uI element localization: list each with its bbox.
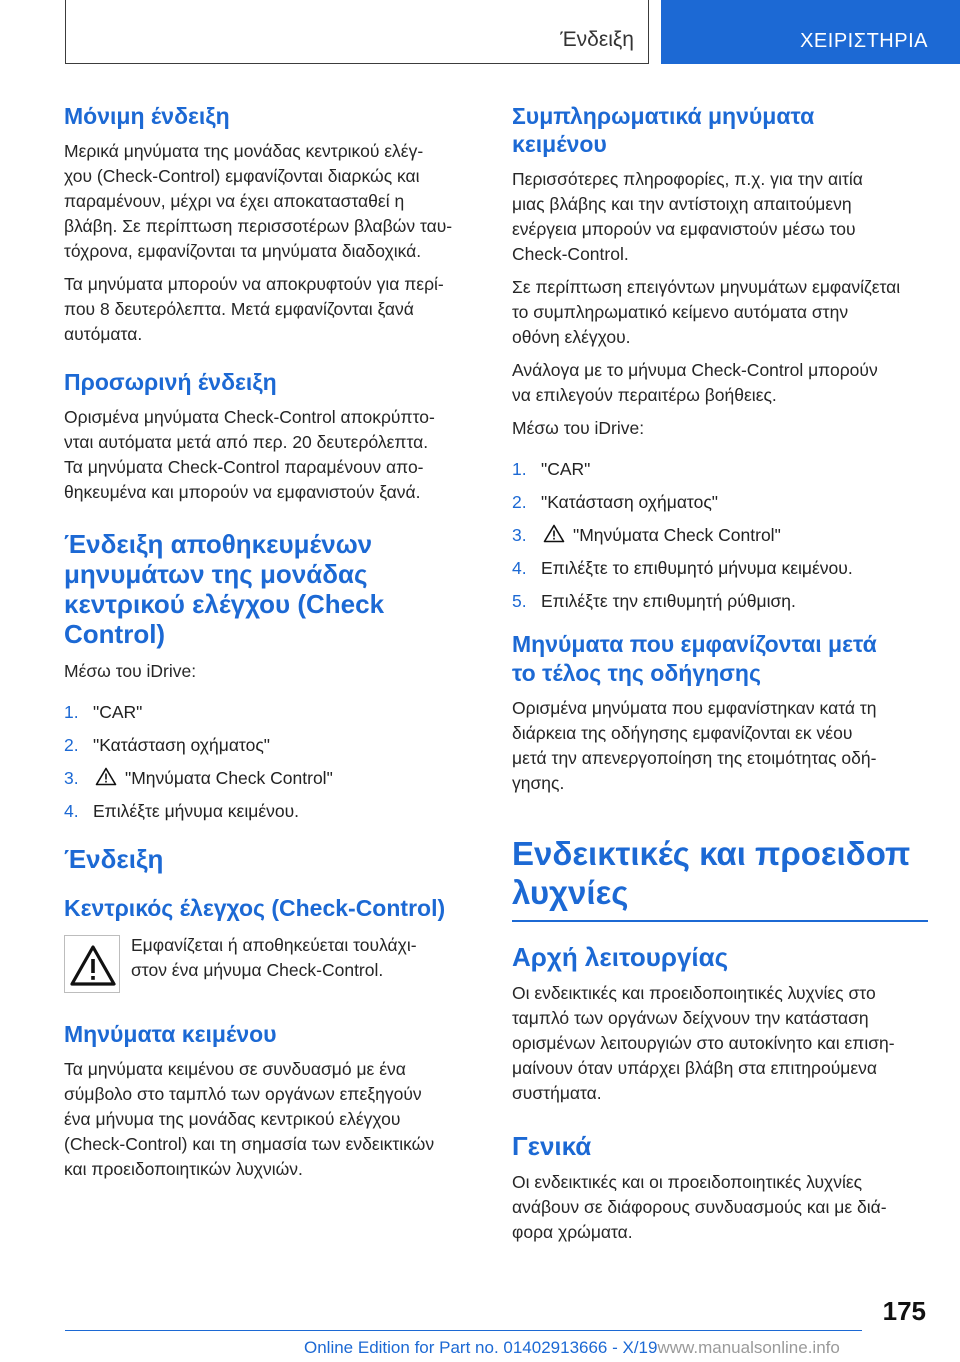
paragraph-supplementary-3: Ανάλογα με το μήνυμα Check-Control μπορούν να επιλεγούν περαιτέρω βοήθειες. [512, 360, 878, 405]
list-item [512, 556, 928, 581]
steps-list-right [512, 457, 928, 614]
paragraph-permanent-2: Τα μηνύματα μπορούν να αποκρυφτούν για περί- που 8 δευτερόλεπτα. Μετά εμφανίζονται ξανά αυτόματα. [64, 274, 444, 344]
paragraph-supplementary-2: Σε περίπτωση επειγόντων μηνυμάτων εμφανίζεται το συμπληρωματικό κείμενο αυτόματα στην οθόνη ελέγχου. [512, 277, 901, 347]
heading-central-check-control: Κεντρικός έλεγχος (Check-Control) [64, 895, 446, 921]
page-number: 175 [882, 1296, 926, 1326]
heading-text-messages: Μηνύματα κειμένου [64, 1021, 277, 1047]
footer-edition: Online Edition for Part no. 01402913666 - X/19 [304, 1338, 658, 1357]
header-section-title: Ένδειξη [560, 28, 634, 51]
paragraph-via-idrive-right: Μέσω του iDrive: [512, 418, 645, 438]
list-item [512, 589, 928, 614]
header-chapter-title: ΧΕΙΡΙΣΤΗΡΙΑ [800, 30, 928, 52]
step-text: "CAR" [93, 702, 143, 722]
step-text: Επιλέξτε την επιθυμητή ρύθμιση. [541, 591, 796, 611]
warning-box-frame [64, 935, 120, 993]
header-section-box [65, 0, 649, 64]
left-column [64, 100, 474, 1182]
heading-after-drive-messages: Μηνύματα που εμφανίζονται μετά το τέλος της οδήγησης [512, 631, 877, 686]
heading-stored-messages: Ένδειξη αποθηκευμένων μηνυμάτων της μονάδας κεντρικού ελέγχου (Check Control) [64, 529, 385, 649]
step-text: Επιλέξτε μήνυμα κειμένου. [93, 801, 300, 821]
heading-temporary-display: Προσωρινή ένδειξη [64, 369, 277, 395]
paragraph-general: Οι ενδεικτικές και οι προειδοποιητικές λυχνίες ανάβουν σε διάφορους συνδυασμούς και με διά- φορα χρώματα. [512, 1172, 887, 1242]
steps-list-left [64, 700, 474, 824]
list-item [64, 733, 474, 758]
step-number: 2. [512, 492, 527, 512]
step-text: "CAR" [541, 459, 591, 479]
heading-indicator-warning-lamps: Ενδεικτικές και προειδοπ λυχνίες [512, 835, 911, 911]
step-number: 5. [512, 591, 527, 611]
list-item [512, 523, 928, 548]
step-text: "Μηνύματα Check Control" [125, 768, 333, 788]
list-item [512, 457, 928, 482]
paragraph-supplementary-1: Περισσότερες πληροφορίες, π.χ. για την αιτία μιας βλάβης και την αντίστοιχη απαιτούμενη ενέργεια μπορούν να εμφανιστούν μέσω του Check-Control. [512, 169, 863, 264]
right-column [512, 100, 928, 1245]
step-text: "Κατάσταση οχήματος" [541, 492, 718, 512]
section-divider [512, 920, 928, 922]
step-text: "Κατάσταση οχήματος" [93, 735, 270, 755]
heading-general: Γενικά [512, 1131, 592, 1161]
step-text: Επιλέξτε το επιθυμητό μήνυμα κειμένου. [541, 558, 853, 578]
paragraph-central: Εμφανίζεται ή αποθηκεύεται τουλάχι- στον ένα μήνυμα Check-Control. [131, 935, 417, 980]
footer-edition-line [304, 1338, 840, 1358]
list-item [64, 766, 474, 791]
list-item [512, 490, 928, 515]
paragraph-text-messages: Τα μηνύματα κειμένου σε συνδυασμό με ένα σύμβολο στο ταμπλό των οργάνων επεξηγούν ένα μήνυμα της μονάδας κεντρικού ελέγχου (Check-Control) και τη σημασία των ενδεικτικών και προειδοποιητικών λυχνιών. [64, 1059, 435, 1179]
paragraph-after-drive: Ορισμένα μηνύματα που εμφανίστηκαν κατά τη διάρκεια της οδήγησης εμφανίζονται εκ νέου μετά την απενεργοποίηση της ετοιμότητας οδή- γησης. [512, 698, 877, 793]
step-number: 3. [512, 525, 527, 545]
warning-triangle-icon [65, 936, 121, 994]
warning-triangle-icon [95, 767, 117, 786]
step-number: 1. [64, 702, 79, 722]
heading-permanent-display: Μόνιμη ένδειξη [64, 103, 230, 129]
paragraph-via-idrive: Μέσω του iDrive: [64, 661, 197, 681]
step-number: 1. [512, 459, 527, 479]
paragraph-permanent-1: Μερικά μηνύματα της μονάδας κεντρικού ελέγ- χου (Check-Control) εμφανίζονται διαρκώς και παραμένουν, μέχρι να έχει αποκατασταθεί η βλάβη. Σε περίπτωση περισσοτέρων βλαβών ταυ- τόχρονα, εμφανίζονται τα μηνύματα διαδοχικά. [64, 141, 453, 261]
step-number: 2. [64, 735, 79, 755]
footer-watermark: www.manualsonline.info [657, 1338, 840, 1357]
list-item [64, 799, 474, 824]
step-number: 3. [64, 768, 79, 788]
heading-principle: Αρχή λειτουργίας [512, 942, 729, 972]
warning-triangle-icon [543, 524, 565, 543]
list-item [64, 700, 474, 725]
footer-divider [65, 1330, 862, 1331]
heading-display: Ένδειξη [64, 844, 164, 874]
paragraph-temporary: Ορισμένα μηνύματα Check-Control αποκρύπτο- νται αυτόματα μετά από περ. 20 δευτερόλεπτα. Τα μηνύματα Check-Control παραμένουν απο- θηκευμένα και μπορούν να εμφανιστούν ξανά. [64, 407, 435, 502]
step-number: 4. [64, 801, 79, 821]
header-chapter-tab [661, 0, 960, 64]
heading-supplementary-messages: Συμπληρωματικά μηνύματα κειμένου [512, 103, 815, 157]
paragraph-principle: Οι ενδεικτικές και προειδοποιητικές λυχνίες στο ταμπλό των οργάνων δείχνουν την κατάσταση ορισμένων λειτουργιών στο αυτοκίνητο και επιση- μαίνουν όταν υπάρχει βλάβη στα επιτηρούμενα συστήματα. [512, 983, 895, 1103]
step-number: 4. [512, 558, 527, 578]
step-text: "Μηνύματα Check Control" [573, 525, 781, 545]
central-check-control-note [64, 935, 474, 997]
